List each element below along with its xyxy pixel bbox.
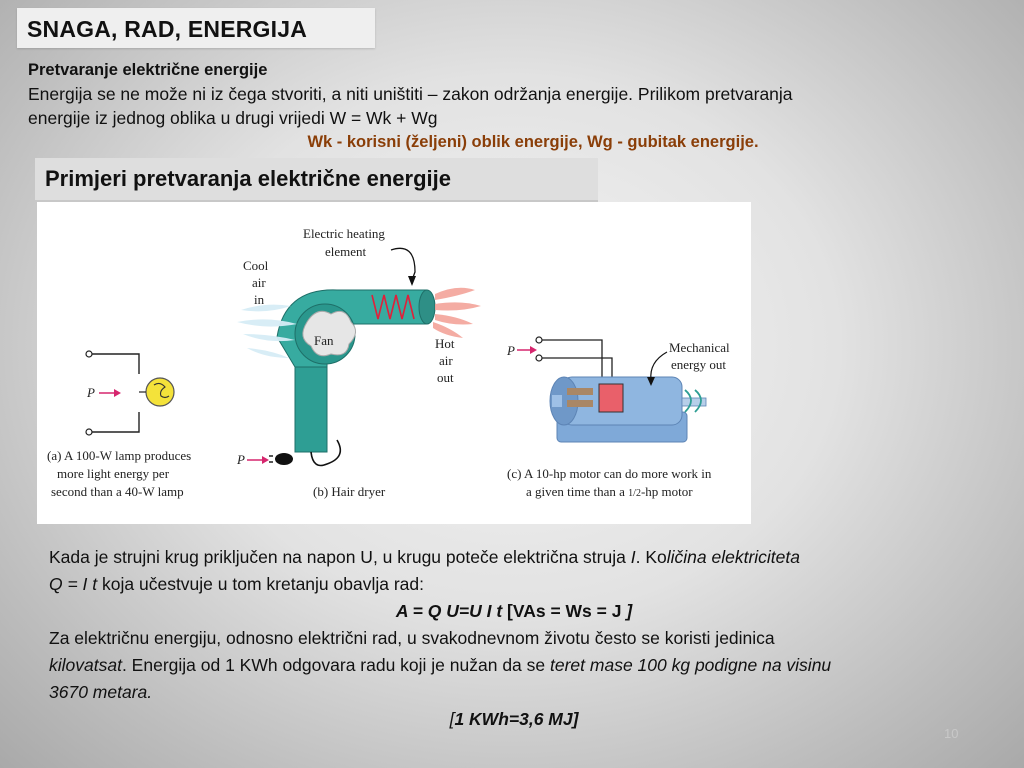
caption-c-fraction: 1/2: [628, 488, 641, 499]
mechanical-pointer-arrow: [651, 352, 667, 380]
charge-formula: Q = I t: [49, 574, 98, 594]
label-hot-3: out: [437, 370, 454, 385]
body-line-1: [49, 544, 979, 571]
definition-line: [28, 130, 988, 154]
body-line-2: [49, 571, 979, 598]
label-cool-2: air: [252, 275, 266, 290]
section-title: Primjeri pretvaranja električne energije: [45, 166, 451, 191]
figure-illustration: [37, 202, 751, 524]
intro-line-1: Energija se ne može ni iz čega stvoriti, a niti uništiti – zakon održanja energije. Prilikom pretvaranja: [28, 84, 793, 104]
plug-icon: [275, 453, 293, 465]
intro-block: [28, 58, 988, 154]
kwh-conversion: [49, 706, 979, 733]
work-formula: [49, 598, 979, 625]
definition-separator: ,: [577, 133, 588, 151]
page-number: 10: [944, 726, 959, 741]
work-formula-close: ]: [626, 601, 633, 621]
label-hot-1: Hot: [435, 336, 455, 351]
body-text: [49, 544, 979, 733]
power-label-b: P: [237, 452, 245, 467]
label-mechanical-2: energy out: [671, 357, 726, 372]
body-line-2-text: koja učestvuje u tom kretanju obavlja rad:: [97, 574, 424, 594]
label-cool-1: Cool: [243, 258, 269, 273]
slide-title: SNAGA, RAD, ENERGIJA: [27, 16, 308, 42]
label-cool-3: in: [254, 292, 265, 307]
heating-pointer-arrow: [391, 248, 415, 280]
label-mechanical-1: Mechanical: [669, 340, 730, 355]
intro-line-2: energije iz jednog oblika u drugi vrijedi W = Wk + Wg: [28, 108, 438, 128]
caption-a-3: second than a 40-W lamp: [51, 484, 184, 499]
kilowatt-hour-term: kilovatsat: [49, 655, 122, 675]
body-line-4: [49, 652, 979, 679]
section-title-box: [35, 158, 598, 202]
body-line-5-text: 3670 metara.: [49, 682, 153, 702]
work-formula-main: A = Q U=U I t: [395, 601, 503, 621]
kwh-conversion-text: 1 KWh=3,6 MJ]: [454, 709, 579, 729]
lightbulb-icon: [146, 378, 174, 406]
caption-b: (b) Hair dryer: [313, 484, 386, 499]
examples-figure: [37, 202, 751, 524]
body-line-1-text: Kada je strujni krug priključen na napon U, u krugu poteče električna struja: [49, 547, 631, 567]
label-heating-2: element: [325, 244, 367, 259]
body-line-4-text: . Energija od 1 KWh odgovara radu koji je nužan da se: [121, 655, 550, 675]
subheading: Pretvaranje električne energije: [28, 61, 268, 79]
hot-air-icon: [433, 288, 481, 338]
caption-a-1: (a) A 100-W lamp produces: [47, 448, 192, 463]
body-line-3: Za električnu energiju, odnosno električni rad, u svakodnevnom životu često se koristi jedinica: [49, 628, 775, 648]
caption-c-2: [526, 484, 693, 499]
power-label-c: P: [507, 343, 515, 358]
body-line-1-text-b: . Ko: [635, 547, 667, 567]
current-symbol: I: [630, 547, 636, 567]
label-fan: Fan: [314, 333, 334, 348]
power-label-a: P: [87, 385, 95, 400]
work-formula-units: [VAs = Ws = J: [502, 601, 627, 621]
caption-a-2: more light energy per: [57, 466, 170, 481]
body-line-5: [49, 679, 979, 706]
body-line-1-italic: ličina elektriciteta: [666, 547, 800, 567]
kwh-bracket: [: [449, 709, 455, 729]
label-heating-1: Electric heating: [303, 226, 385, 241]
caption-c-1: (c) A 10-hp motor can do more work in: [507, 466, 712, 481]
body-line-4-italic: teret mase 100 kg podigne na visinu: [550, 655, 832, 675]
definition-wg: Wg - gubitak energije.: [587, 133, 759, 151]
caption-c-2a: a given time than a: [526, 484, 629, 499]
definition-wk: Wk - korisni (željeni) oblik energije: [307, 133, 578, 151]
label-hot-2: air: [439, 353, 453, 368]
slide-title-box: [17, 8, 375, 48]
caption-c-2b: -hp motor: [640, 484, 693, 499]
